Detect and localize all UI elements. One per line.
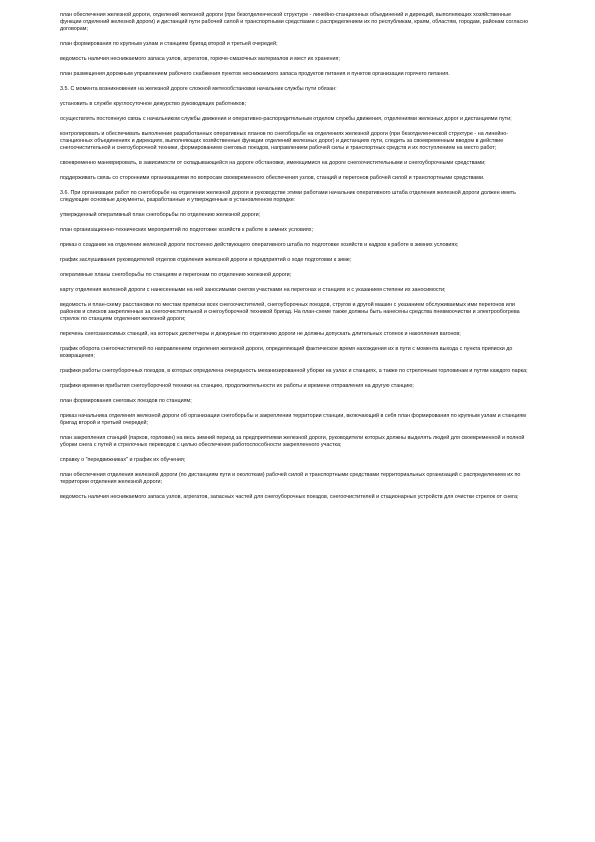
- paragraph-27: план обеспечения отделения железной дороги (по дистанциям пути и околоткам) рабочей силой и транспортными средствами территориальных организаций с распределением их по территории отделения железной дороги;: [60, 472, 521, 485]
- paragraph-9: своевременно маневрировать, в зависимости от складывающейся на дороге обстановки, имеющимися на дороге снегоочистительными и снегоуборочными средствами;: [60, 160, 486, 166]
- paragraph-28: ведомость наличия неснижаемого запаса узлов, агрегатов, запасных частей для снегоуборочных поездов, снегоочистителей и стационарных устройств для очистки стрелок от снега;: [60, 494, 519, 500]
- paragraph-21: графики работы снегоуборочных поездов, в которых определена очередность механизированной уборки на узлах и станциях, а также по стрелочным горловинам и путям каждого парка;: [60, 368, 528, 374]
- paragraph-19: перечень снегозаносимых станций, на которых диспетчеры и дежурные по отделению дороги не должны допускать длительных стоянок и накопления вагонов;: [60, 331, 461, 337]
- paragraph-20: график оборота снегоочистителей по направлениям отделения железной дороги, определяющий фактическое время нахождения их в пути с момента выхода с пункта приписки до возвращения;: [60, 346, 513, 359]
- paragraph-13: план организационно-технических мероприятий по подготовке хозяйств к работе в зимних условиях;: [60, 227, 313, 233]
- paragraph-7: осуществлять постоянную связь с начальником службы движения и оперативно-распорядительным отделом службы движения, отделениями железных дорог и дистанциями пути;: [60, 116, 512, 122]
- paragraph-18: ведомость и план-схему расстановки по местам приписки всех снегоочистителей, снегоуборочных поездов, стругов и другой машин с указанием обслуживаемых ими перегонов или районов и списков закрепленных за снегоочистительной и снегоуборочной техникой бригад. На план-схеме также должны быть нанесены средства пневмоочистки и электрообогрева стрелок по станциям отделения железной дороги;: [60, 302, 520, 322]
- paragraph-22: графики времени прибытия снегоуборочной техники на станцию, продолжительности их работы и времени отправления на другую станцию;: [60, 383, 414, 389]
- paragraph-10: поддерживать связь со сторонними организациями по вопросам своевременного обеспечения узлов, станций и перегонов рабочей силой и транспортными средствами.: [60, 175, 485, 181]
- paragraph-15: график заслушивания руководителей отделов отделения железной дороги и предприятий о ходе подготовки к зиме;: [60, 257, 352, 263]
- section-heading-3-5: 3.5. С момента возникновения на железной дороге сложной метеообстановки начальник службы пути обязан:: [60, 86, 337, 92]
- paragraph-26: справку о "передвижниках" и график их обучения;: [60, 457, 186, 463]
- paragraph-8: контролировать и обеспечивать выполнение разработанных оперативных планов по снегоборьбе на отделениях железной дороги (при безотделенческой структуре - на линейно-станционных объединениях и дирекциях, выполняющих хозяйственные функции отделений железных дорог) и дистанциях пути, следить за своевременным вводом в действие снегоочистительной и снегоуборочной техники, формированием снеговых поездов, направлением рабочей силы и транспортных средств и их поступлением на место работ;: [60, 131, 509, 151]
- paragraph-17: карту отделения железной дороги с нанесенными на ней заносимыми снегом участками на перегонах и станциях и с указанием степени их заносимости;: [60, 287, 446, 293]
- paragraph-24: приказ начальника отделения железной дороги об организации снегоборьбы и закреплении территории станции, включающий в себя план формирования по крупным узлам и станциям бригад второй и третьей очередей;: [60, 413, 526, 426]
- paragraph-16: оперативные планы снегоборьбы по станциям и перегонам по отделению железной дороги;: [60, 272, 292, 278]
- paragraph-23: план формирования снеговых поездов по станциям;: [60, 398, 192, 404]
- paragraph-12: утвержденный оперативный план снегоборьбы по отделению железной дороги;: [60, 212, 261, 218]
- paragraph-3: ведомость наличия неснижаемого запаса узлов, агрегатов, горюче-смазочных материалов и мест их хранения;: [60, 56, 340, 62]
- paragraph-6: установить в службе круглосуточное дежурство руководящих работников;: [60, 101, 246, 107]
- paragraph-4: план размещения дорожным управлением рабочего снабжения пунктов неснижаемого запаса продуктов питания и пунктов организации горячего питания.: [60, 71, 450, 77]
- paragraph-1: план обеспечения железной дороги, отделений железной дороги (при безотделенческой структуре - линейно-станционных объединений и дирекций, выполняющих хозяйственные функции отделений железной дороги) и дистанций пути рабочей силой и транспортными средствами с распределением их по республикам, краям, областям, городам, районам согласно договорам;: [60, 12, 529, 32]
- section-heading-3-6: 3.6. При организации работ по снегоборьбе на отделении железной дороги и руководстве этими работами начальник оперативного штаба отделения железной дороги должен иметь следующие основные документы, разработанные и утвержденные в установленном порядке:: [60, 190, 516, 203]
- paragraph-14: приказ о создании на отделении железной дороги постоянно действующего оперативного штаба по подготовке хозяйств и кадров к работе в зимних условиях;: [60, 242, 459, 248]
- paragraph-2: план формирования по крупным узлам и станциям бригад второй и третьей очередей;: [60, 41, 278, 47]
- paragraph-25: план закрепления станций (парков, горловин) на весь зимний период за предприятиями железной дороги, руководители которых должны выделять людей для своевременной и полной уборки снега с путей и стрелочных переводов с целью обеспечения работоспособности закрепленного участка;: [60, 435, 525, 448]
